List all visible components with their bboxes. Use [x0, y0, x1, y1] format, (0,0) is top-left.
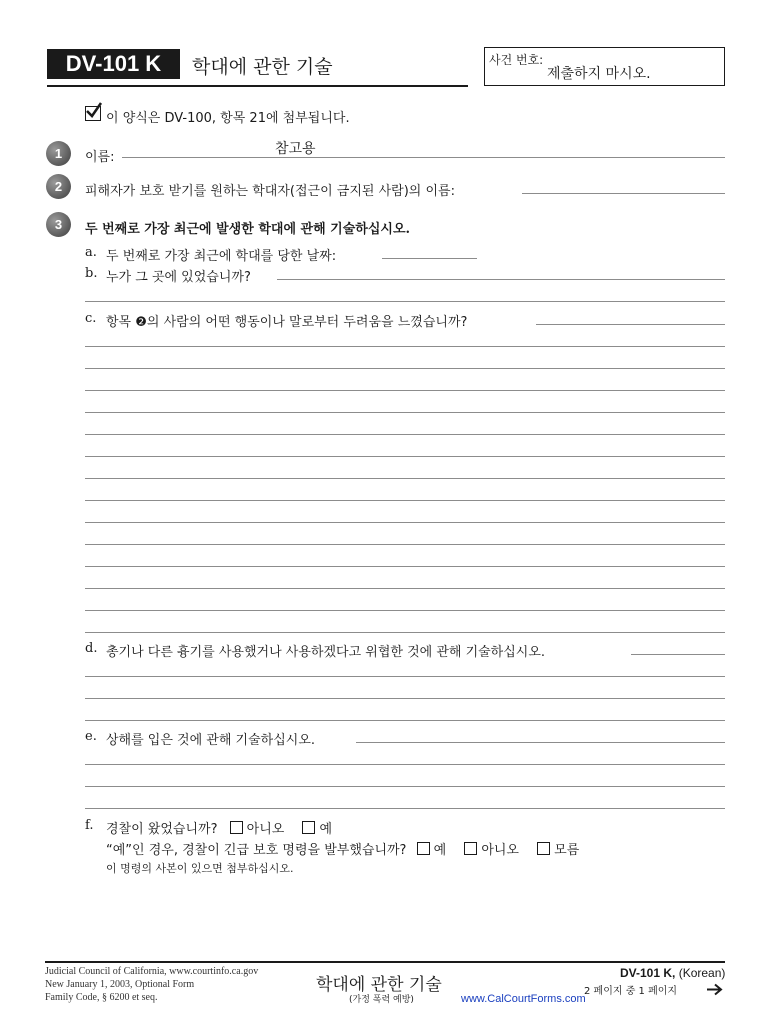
- footer-rule: [45, 961, 725, 963]
- title-rule: [47, 85, 468, 87]
- item-3c-field-line[interactable]: [85, 500, 725, 501]
- footer-council: Judicial Council of California, www.courtinfo.ca.gov: [45, 966, 259, 977]
- item-3f-followup: “예”인 경우, 경찰이 긴급 보호 명령을 발부했습니까?: [106, 843, 407, 858]
- item-3f-row: [106, 818, 346, 837]
- item-3c-field-line[interactable]: [85, 346, 725, 347]
- item-3c-field-line[interactable]: [85, 368, 725, 369]
- item-3e-marker: e.: [85, 729, 97, 744]
- item-3e-field-line[interactable]: [356, 742, 725, 743]
- item-1-label: 이름:: [85, 150, 115, 165]
- item-3c-field-line[interactable]: [85, 610, 725, 611]
- item-3d-marker: d.: [85, 641, 98, 656]
- item-3d-field-line[interactable]: [85, 720, 725, 721]
- item-3c-field-line[interactable]: [85, 566, 725, 567]
- police-yes-option[interactable]: 예: [302, 818, 332, 837]
- footer-language: (Korean): [678, 966, 726, 980]
- form-id: DV-101 K: [47, 49, 180, 79]
- item-3f-question: 경찰이 왔었습니까?: [106, 822, 218, 837]
- footer-form-date: New January 1, 2003, Optional Form: [45, 979, 195, 990]
- item-3e-field-line[interactable]: [85, 786, 725, 787]
- item-3c-field-line[interactable]: [85, 522, 725, 523]
- right-arrow-icon: [707, 981, 724, 1000]
- item-1-field-line[interactable]: [122, 157, 725, 158]
- item-3c-field-line[interactable]: [85, 456, 725, 457]
- item-3b-field-line[interactable]: [277, 279, 725, 280]
- police-no-checkbox[interactable]: [230, 821, 243, 834]
- item-3d-field-line[interactable]: [85, 676, 725, 677]
- order-unknown-checkbox[interactable]: [537, 842, 550, 855]
- footer-code: Family Code, § 6200 et seq.: [45, 992, 158, 1003]
- footer-subtitle: (가정 폭력 예방): [349, 995, 414, 1005]
- item-3c-field-line[interactable]: [85, 588, 725, 589]
- item-3f-marker: f.: [85, 818, 94, 833]
- item-3d-field-line[interactable]: [631, 654, 725, 655]
- attach-note: 이 양식은 DV-100, 항목 21에 첨부됩니다.: [106, 111, 350, 126]
- case-number-label: 사건 번호:: [489, 53, 544, 67]
- footer-website-link[interactable]: www.CalCourtForms.com: [461, 993, 586, 1005]
- item-3a-marker: a.: [85, 245, 97, 260]
- item-3c-field-line[interactable]: [85, 544, 725, 545]
- item-3d-field-line[interactable]: [85, 698, 725, 699]
- item-3-heading: 두 번째로 가장 최근에 발생한 학대에 관해 기술하십시오.: [85, 222, 411, 237]
- item-3-number: 3: [46, 212, 71, 237]
- form-title: 학대에 관한 기술: [192, 56, 333, 78]
- case-number-value: 제출하지 마시오.: [547, 66, 651, 82]
- item-3c-field-line[interactable]: [85, 412, 725, 413]
- item-3f-followup-row: [106, 839, 593, 858]
- item-3f-note: 이 명령의 사본이 있으면 첨부하십시오.: [106, 862, 294, 875]
- item-3c-text: 항목 ❷의 사람의 어떤 행동이나 말로부터 두려움을 느꼈습니까?: [106, 315, 468, 330]
- footer-title: 학대에 관한 기술: [316, 975, 442, 995]
- police-no-option[interactable]: 아니오: [230, 818, 285, 837]
- item-3c-field-line[interactable]: [85, 434, 725, 435]
- item-3b-marker: b.: [85, 266, 98, 281]
- item-3b-field-line[interactable]: [85, 301, 725, 302]
- item-2-field-line[interactable]: [522, 193, 725, 194]
- item-3e-text: 상해를 입은 것에 관해 기술하십시오.: [106, 733, 316, 748]
- item-3e-field-line[interactable]: [85, 764, 725, 765]
- order-yes-checkbox[interactable]: [417, 842, 430, 855]
- order-unknown-option[interactable]: 모름: [537, 839, 579, 858]
- item-3c-marker: c.: [85, 311, 97, 326]
- item-3e-field-line[interactable]: [85, 808, 725, 809]
- footer-form-id-row: [620, 966, 725, 980]
- order-yes-option[interactable]: 예: [417, 839, 447, 858]
- item-1-name-value: 참고용: [275, 141, 316, 157]
- order-no-option[interactable]: 아니오: [464, 839, 519, 858]
- footer-form-id: DV-101 K,: [620, 966, 676, 980]
- item-1-number: 1: [46, 141, 71, 166]
- item-3d-text: 총기나 다른 흉기를 사용했거나 사용하겠다고 위협한 것에 관해 기술하십시오.: [106, 645, 546, 660]
- item-2-number: 2: [46, 174, 71, 199]
- item-3a-text: 두 번째로 가장 최근에 학대를 당한 날짜:: [106, 249, 337, 264]
- item-3a-field-line[interactable]: [382, 258, 477, 259]
- item-3c-field-line[interactable]: [85, 390, 725, 391]
- item-3c-field-line[interactable]: [85, 478, 725, 479]
- item-2-label: 피해자가 보호 받기를 원하는 학대자(접근이 금지된 사람)의 이름:: [85, 184, 455, 199]
- item-3c-field-line[interactable]: [536, 324, 725, 325]
- police-yes-checkbox[interactable]: [302, 821, 315, 834]
- item-3b-text: 누가 그 곳에 있었습니까?: [106, 270, 251, 285]
- footer-page: 2 페이지 중 1 페이지: [584, 986, 678, 997]
- check-icon: [85, 106, 101, 121]
- item-3c-field-line[interactable]: [85, 632, 725, 633]
- order-no-checkbox[interactable]: [464, 842, 477, 855]
